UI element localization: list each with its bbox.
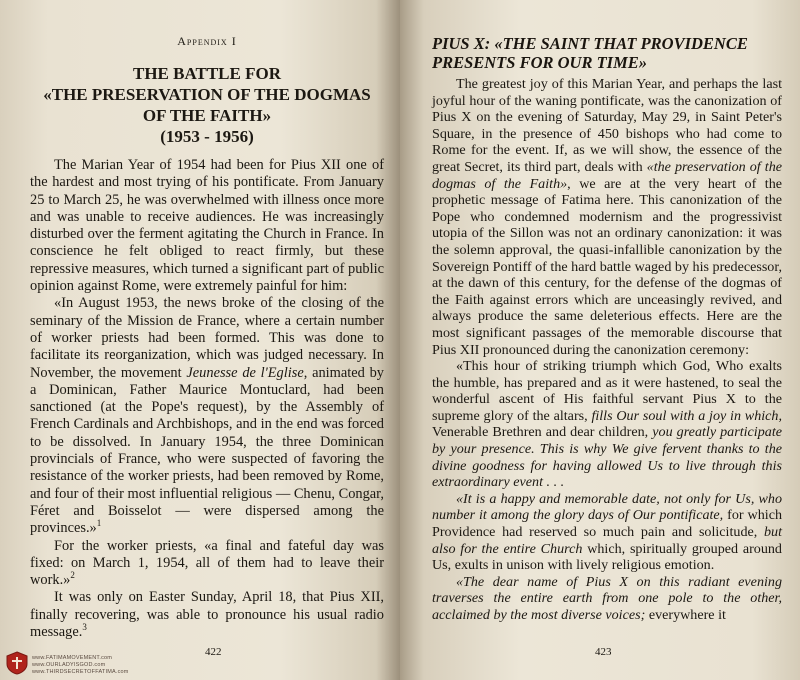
watermark-line: www.FATIMAMOVEMENT.com [32, 655, 113, 661]
text-span: For the worker priests, «a final and fateful day was fixed: on March 1, 1954, all of them had to leave their work.» [30, 537, 384, 589]
text-span: everywhere it [645, 607, 726, 623]
italic-text: but also for the entire Church [432, 524, 782, 557]
text-span: Venerable Brethren and dear children, [432, 424, 653, 441]
text-span: «This hour of striking triumph which God, Who exalts the humble, has prepared and as it were hastened, to seal the wonderful ascent of His faithful servant Pius X to the supreme glory of the altars, [432, 358, 782, 424]
italic-text: «the preservation of the dogmas of the Faith» [432, 158, 782, 192]
page-number: 422 [205, 646, 222, 658]
paragraph [30, 538, 384, 590]
text-span: , animated by a Dominican, Father Maurice Montuclard, had been sanctioned (at the Pope's request), by the Assembly of French Cardinals and Archbishops, and in the end was forced to be dissolved. In January 1954, the three Dominican provincials of France, who were suspected of favoring the resistance of the worker priests, had been removed by Rome, and four of their most influential religious — Chenu, Congar, Féret and Boisselot — were dispersed among the provinces.» [30, 364, 384, 537]
italic-text: fills Our soul with a joy in which, [591, 407, 782, 424]
paragraph [30, 295, 384, 537]
italic-text: «The dear name of Pius X on this radiant evening traverses the entire earth from one pole to the other, acclaimed by the most diverse voices; [432, 573, 782, 623]
chapter-title [30, 63, 384, 147]
footnote-ref: 1 [96, 518, 102, 529]
footnote-ref: 3 [82, 622, 87, 633]
title-line: THE BATTLE FOR [133, 64, 281, 83]
paragraph [30, 589, 384, 641]
appendix-label: Appendix I [177, 34, 237, 48]
paragraph: The Marian Year of 1954 had been for Pius XII one of the hardest and most trying of his pontificate. From January 25 to March 25, he was overwhelmed with illness once more and was unable to receive audiences. He was increasingly disturbed over the ferment agitating the Church in France. In conscience he felt obliged to react firmly, but these repressive measures, which turned a significant part of public opinion against Rome, were extremely painful for him: [30, 157, 384, 295]
text-span: The greatest joy of this Marian Year, and perhaps the last joyful hour of the waning pontificate, was the canonization of Pius X on the evening of Saturday, May 29, in Saint Peter's Square, in the presence of 450 bishops who had come to Rome for the event. If, as we will show, the essence of the great Secret, its third part, deals with [432, 76, 782, 175]
right-page [400, 0, 800, 680]
paragraph [432, 491, 782, 574]
text-span: for which Providence had reserved so much pain and solicitude, [432, 507, 782, 541]
italic-text: «It is a happy and memorable date, not only for Us, who number it among the glory days of Our pontificate, [432, 490, 782, 524]
watermark-line: www.OURLADYISGOD.com [32, 662, 106, 668]
left-body [30, 157, 384, 641]
paragraph [432, 76, 782, 358]
watermark-line: www.THIRDSECRETOFFATIMA.com [32, 669, 129, 675]
text-span: , we are at the very heart of the prophetic message of Fatima here. This canonization of the Pope who condemned modernism and the progressivist utopia of the Sillon was not an ordinary canonization: it was the solemn approval, the quasi-infallible canonization by the Sovereign Pontiff of the hard battle waged by his predecessor, at the dawn of this century, for the defense of the dogmas of the Faith against errors which are unceasingly revived, and always produce the same deleterious effects. Here are the most significant passages of the memorable discourse that Pius XII pronounced during the canonization ceremony: [432, 175, 783, 358]
footnote-ref: 2 [70, 570, 75, 581]
text-span: It was only on Easter Sunday, April 18, that Pius XII, finally recovering, was able to pronounce his usual radio message. [30, 589, 384, 641]
title-line: (1953 - 1956) [160, 127, 254, 146]
fatima-crest-icon [4, 650, 30, 676]
title-line: OF THE FAITH» [142, 106, 272, 125]
italic-text: Jeunesse de l'Eglise [186, 364, 304, 381]
paragraph [432, 358, 782, 491]
title-line: «THE PRESERVATION OF THE DOGMAS [43, 85, 371, 104]
paragraph [432, 574, 782, 624]
italic-text: you greatly participate by your presence. This is why We give fervent thanks to the divine goodness for having allowed Us to live through this extraordinary event . . . [432, 424, 782, 491]
right-body [432, 76, 782, 624]
page-number: 423 [595, 646, 612, 658]
section-heading: PIUS X: «THE SAINT THAT PROVIDENCE PRESENTS FOR OUR TIME» [432, 34, 748, 72]
text-span: «In August 1953, the news broke of the closing of the seminary of the Mission de France, where a certain number of worker priests had been formed. This was done to facilitate its reorganization, which was judged necessary. In November, the movement [30, 295, 384, 381]
text-span: which, spiritually grouped around Us, exults in unison with lively religious emotion. [432, 540, 782, 574]
watermark-links [32, 655, 129, 676]
